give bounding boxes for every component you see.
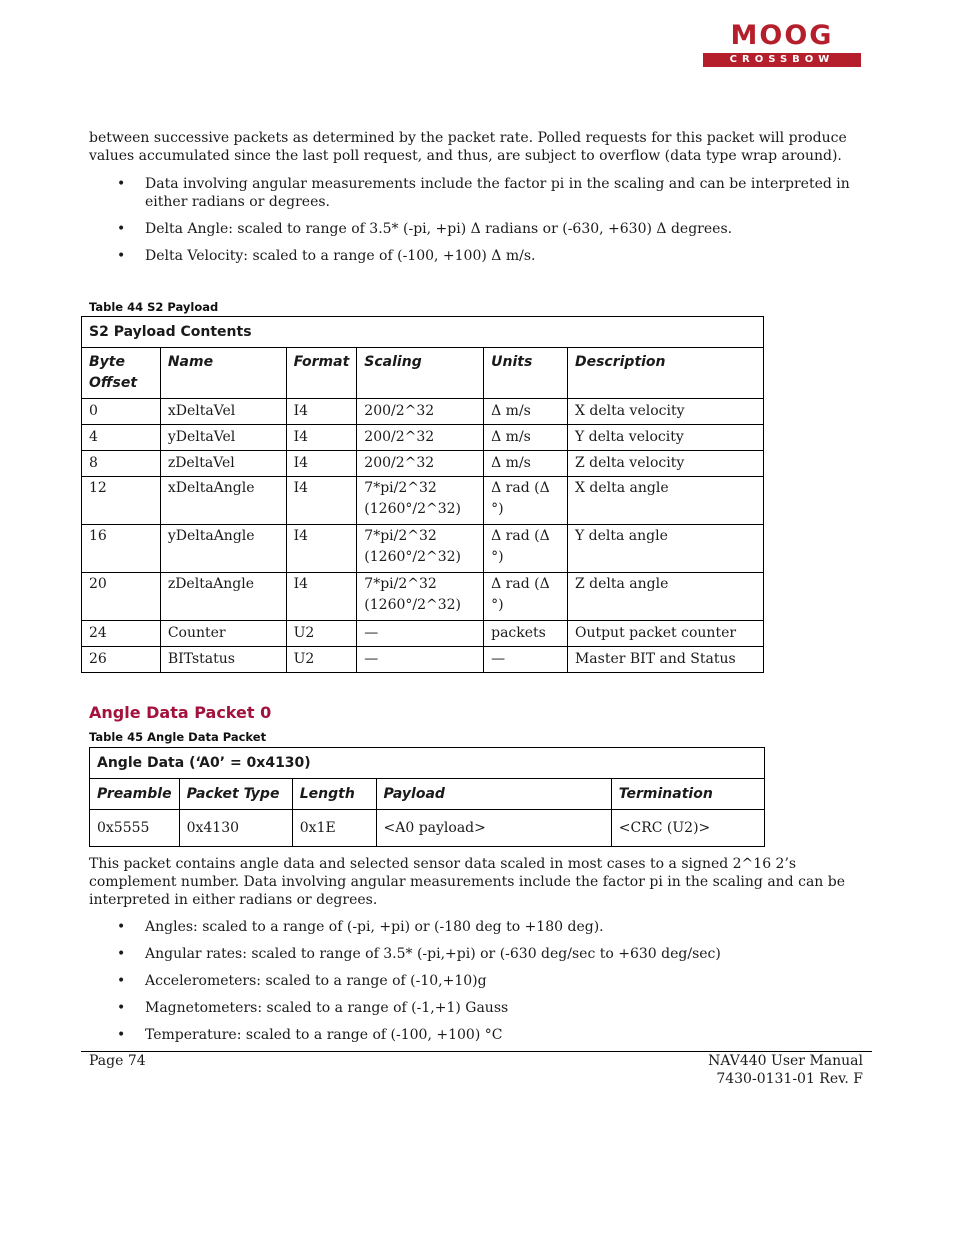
col-header-byte-offset: Byte Offset — [82, 348, 161, 399]
footer-manual-title: NAV440 User Manual — [708, 1053, 863, 1069]
bullet-dot-icon: • — [117, 248, 126, 264]
cell-offset: 0 — [82, 399, 161, 425]
s2-payload-table — [81, 316, 764, 673]
cell-units: Δ m/s — [484, 451, 568, 477]
bullet-dot-icon: • — [117, 221, 126, 237]
cell-offset: 4 — [82, 425, 161, 451]
cell-scaling: — — [357, 621, 484, 647]
table-row — [82, 451, 764, 477]
logo-sub: CROSSBOW — [703, 53, 861, 67]
cell-name: xDeltaAngle — [160, 477, 286, 525]
cell-format: U2 — [286, 621, 357, 647]
cell-name: Counter — [160, 621, 286, 647]
cell-units: Δ rad (Δ °) — [484, 477, 568, 525]
col-header-units: Units — [484, 348, 568, 399]
cell-description: Y delta velocity — [567, 425, 763, 451]
intro-bullet-1 — [117, 175, 857, 211]
cell-scaling: — — [357, 647, 484, 673]
cell-description: X delta velocity — [567, 399, 763, 425]
table-row — [90, 810, 765, 847]
cell-units: packets — [484, 621, 568, 647]
cell-packet-type: 0x4130 — [179, 810, 292, 847]
section-heading: Angle Data Packet 0 — [89, 703, 272, 722]
intro-paragraph: between successive packets as determined by the packet rate. Polled requests for this packet will produce values accumulated since the last poll request, and thus, are subject to overflow (data type wrap around). — [89, 130, 847, 164]
table-row — [82, 621, 764, 647]
cell-scaling: 7*pi/2^32 (1260°/2^32) — [357, 525, 484, 573]
col-header-name: Name — [160, 348, 286, 399]
table-row — [82, 573, 764, 621]
angle-bullet-5 — [117, 1026, 857, 1044]
col-header-preamble: Preamble — [90, 779, 180, 810]
cell-format: I4 — [286, 399, 357, 425]
cell-units: Δ m/s — [484, 399, 568, 425]
bullet-dot-icon: • — [117, 946, 126, 962]
bullet-text: Temperature: scaled to a range of (-100, +100) °C — [145, 1027, 503, 1043]
cell-scaling: 7*pi/2^32 (1260°/2^32) — [357, 477, 484, 525]
table-row — [82, 425, 764, 451]
bullet-text: Angles: scaled to a range of (-pi, +pi) or (-180 deg to +180 deg). — [145, 919, 604, 935]
cell-payload: <A0 payload> — [376, 810, 611, 847]
footer-page-number: Page 74 — [89, 1053, 146, 1069]
cell-format: U2 — [286, 647, 357, 673]
angle-paragraph: This packet contains angle data and selected sensor data scaled in most cases to a signed 2^16 2’s complement number. Data involving angular measurements include the factor pi in the scaling and can be interpreted in either radians or degrees. — [89, 856, 845, 908]
cell-offset: 16 — [82, 525, 161, 573]
col-header-description: Description — [567, 348, 763, 399]
cell-offset: 12 — [82, 477, 161, 525]
angle-data-packet-table — [89, 747, 765, 847]
bullet-dot-icon: • — [117, 973, 126, 989]
moog-crossbow-logo — [703, 22, 861, 68]
cell-description: Y delta angle — [567, 525, 763, 573]
table45-caption: Table 45 Angle Data Packet — [89, 730, 267, 744]
cell-scaling: 200/2^32 — [357, 425, 484, 451]
table-row — [82, 477, 764, 525]
table-row — [82, 525, 764, 573]
cell-units: Δ m/s — [484, 425, 568, 451]
bullet-dot-icon: • — [117, 176, 126, 192]
angle-bullet-3 — [117, 972, 857, 990]
bullet-dot-icon: • — [117, 919, 126, 935]
angle-bullet-4 — [117, 999, 857, 1017]
cell-scaling: 200/2^32 — [357, 399, 484, 425]
bullet-text: Magnetometers: scaled to a range of (-1,+1) Gauss — [145, 1000, 509, 1016]
cell-scaling: 200/2^32 — [357, 451, 484, 477]
table-row — [82, 647, 764, 673]
cell-name: xDeltaVel — [160, 399, 286, 425]
bullet-text: Angular rates: scaled to range of 3.5* (-pi,+pi) or (-630 deg/sec to +630 deg/sec) — [145, 946, 721, 962]
cell-name: yDeltaVel — [160, 425, 286, 451]
table44-title: S2 Payload Contents — [82, 317, 764, 348]
cell-offset: 8 — [82, 451, 161, 477]
angle-bullet-1 — [117, 918, 857, 936]
cell-name: yDeltaAngle — [160, 525, 286, 573]
cell-description: X delta angle — [567, 477, 763, 525]
col-header-payload: Payload — [376, 779, 611, 810]
cell-offset: 20 — [82, 573, 161, 621]
cell-name: zDeltaVel — [160, 451, 286, 477]
cell-units: — — [484, 647, 568, 673]
col-header-termination: Termination — [611, 779, 764, 810]
cell-name: zDeltaAngle — [160, 573, 286, 621]
cell-termination: <CRC (U2)> — [611, 810, 764, 847]
bullet-text: Delta Velocity: scaled to a range of (-100, +100) Δ m/s. — [145, 248, 536, 264]
cell-description: Master BIT and Status — [567, 647, 763, 673]
cell-units: Δ rad (Δ °) — [484, 573, 568, 621]
table45-title: Angle Data (‘A0’ = 0x4130) — [90, 748, 765, 779]
bullet-dot-icon: • — [117, 1027, 126, 1043]
cell-length: 0x1E — [292, 810, 376, 847]
intro-bullet-3 — [117, 247, 857, 265]
cell-format: I4 — [286, 525, 357, 573]
intro-bullet-2 — [117, 220, 857, 238]
col-header-packet-type: Packet Type — [179, 779, 292, 810]
footer-doc-number: 7430-0131-01 Rev. F — [716, 1071, 863, 1087]
cell-preamble: 0x5555 — [90, 810, 180, 847]
cell-format: I4 — [286, 425, 357, 451]
cell-format: I4 — [286, 573, 357, 621]
cell-description: Z delta angle — [567, 573, 763, 621]
col-header-format: Format — [286, 348, 357, 399]
angle-bullet-2 — [117, 945, 857, 963]
cell-units: Δ rad (Δ °) — [484, 525, 568, 573]
cell-format: I4 — [286, 477, 357, 525]
cell-offset: 26 — [82, 647, 161, 673]
bullet-text: Data involving angular measurements include the factor pi in the scaling and can be interpreted in either radians or degrees. — [145, 176, 850, 210]
cell-name: BITstatus — [160, 647, 286, 673]
col-header-scaling: Scaling — [357, 348, 484, 399]
cell-description: Output packet counter — [567, 621, 763, 647]
table44-caption: Table 44 S2 Payload — [89, 300, 219, 314]
cell-description: Z delta velocity — [567, 451, 763, 477]
table-row — [82, 399, 764, 425]
cell-format: I4 — [286, 451, 357, 477]
cell-scaling: 7*pi/2^32 (1260°/2^32) — [357, 573, 484, 621]
cell-offset: 24 — [82, 621, 161, 647]
bullet-text: Accelerometers: scaled to a range of (-10,+10)g — [145, 973, 487, 989]
bullet-text: Delta Angle: scaled to range of 3.5* (-pi, +pi) Δ radians or (-630, +630) Δ degrees. — [145, 221, 733, 237]
col-header-length: Length — [292, 779, 376, 810]
logo-brand: MOOG — [730, 20, 834, 51]
bullet-dot-icon: • — [117, 1000, 126, 1016]
